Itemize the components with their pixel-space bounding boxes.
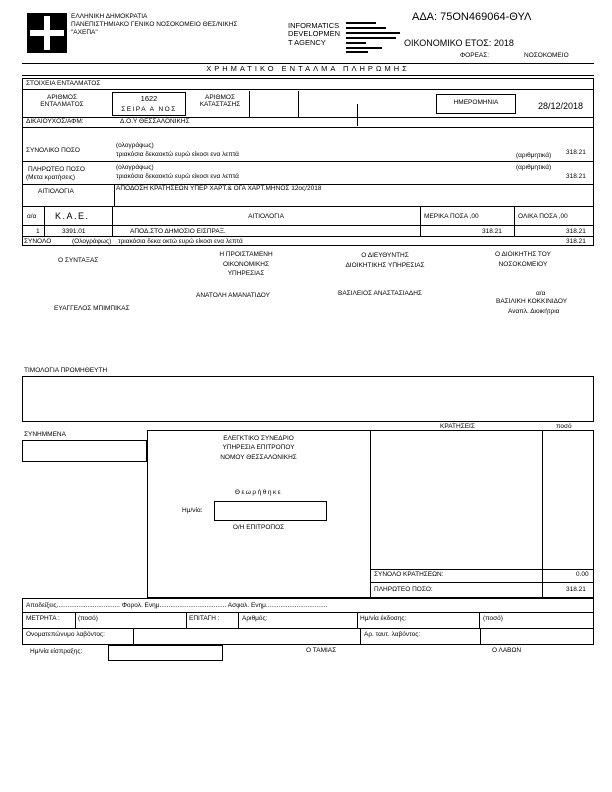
head-line1: Η ΠΡΟΙΣΤΑΜΕΝΗ	[219, 251, 273, 258]
total-amount-label: ΣΥΝΟΛΙΚΟ ΠΟΣΟ	[26, 147, 80, 154]
section-label: ΣΤΟΙΧΕΙΑ ΕΝΤΑΛΜΑΤΟΣ	[26, 80, 101, 87]
total-in-numbers-hint: (αριθμητικά)	[516, 152, 552, 159]
audit-line3: ΝΟΜΟΥ ΘΕΣΣΑΛΟΝΙΚΗΣ	[220, 454, 297, 461]
cheque-amount-hint: (ποσό)	[483, 615, 503, 622]
governor-line1: Ο ΔΙΟΙΚΗΤΗΣ ΤΟΥ	[495, 251, 551, 258]
attachments-box	[22, 440, 147, 462]
row-aa: 1	[36, 228, 40, 235]
final-payable-label: ΠΛΗΡΩΤΕΟ ΠΟΣΟ:	[374, 586, 433, 593]
audit-line2: ΥΠΗΡΕΣΙΑ ΕΠΙΤΡΟΠΟΥ	[222, 444, 295, 451]
deductions-amount-header: ποσό	[556, 423, 572, 430]
sum-words-hint: (Ολογράφως)	[72, 238, 112, 245]
stamp-line3: T AGENCY	[288, 38, 326, 47]
deductions-total: 0.00	[576, 571, 589, 578]
cash-amount-hint: (ποσό)	[78, 615, 98, 622]
director-line1: Ο ΔΙΕΥΘΥΝΤΗΣ	[361, 252, 409, 259]
attachments-label: ΣΥΝΗΜΜΕΝΑ	[24, 431, 66, 438]
receiver-label: Ο ΛΑΒΩΝ	[492, 647, 522, 654]
director-line2: ΔΙΟΙΚΗΤΙΚΗΣ ΥΠΗΡΕΣΙΑΣ	[345, 262, 425, 269]
ada-code: ΑΔΑ: 75ΟΝ469064-ΘΥΛ	[412, 11, 532, 23]
receiver-id-label: Αρ. ταυτ. λαβόντος:	[364, 631, 421, 638]
payable-in-words: τριακόσια δεκαοκτώ ευρώ είκοσι ενα λεπτά	[116, 173, 239, 180]
hospital-name: ΠΑΝΕΠΙΣΤΗΜΙΑΚΟ ΓΕΝΙΚΟ ΝΟΣΟΚΟΜΕΙΟ ΘΕΣ/ΝΙΚΗΣ	[71, 21, 238, 28]
supplier-invoices-box	[22, 376, 594, 422]
composer-label: Ο ΣΥΝΤΑΞΑΣ	[58, 257, 99, 264]
col-kae: Κ.Α.Ε.	[55, 211, 90, 221]
issue-date-label: Ημ/νία έκδοσης:	[360, 615, 407, 622]
warrant-number-label: ΑΡΙΘΜΟΣ ΕΝΤΑΛΜΑΤΟΣ	[40, 94, 84, 108]
state-name: ΕΛΛΗΝΙΚΗ ΔΗΜΟΚΡΑΤΙΑ	[71, 13, 148, 20]
digital-signature-stamp	[346, 20, 404, 54]
head-line2: ΟΙΚΟΝΟΜΙΚΗΣ	[222, 261, 270, 268]
cash-label: ΜΕΤΡΗΤΑ :	[26, 615, 60, 622]
head-name: ΑΝΑΤΟΛΗ ΑΜΑΝΑΤΙΔΟΥ	[196, 292, 270, 299]
fiscal-year: ΟΙΚΟΝΟΜΙΚΟ ΕΤΟΣ: 2018	[404, 38, 514, 48]
supplier-invoices-label: ΤΙΜΟΛΟΓΙΑ ΠΡΟΜΗΘΕΥΤΗ	[24, 367, 108, 374]
sum-words: τριακόσια δεκα οκτώ ευρώ είκοσι ενα λεπτά	[118, 238, 243, 245]
governor-line2: ΝΟΣΟΚΟΜΕΙΟΥ	[498, 261, 548, 268]
col-aa: α/α	[27, 213, 37, 220]
deductions-total-label: ΣΥΝΟΛΟ ΚΡΑΤΗΣΕΩΝ:	[374, 571, 444, 578]
stamp-line2: DEVELOPMEN	[288, 29, 341, 38]
audit-date-field[interactable]	[214, 501, 327, 521]
collect-date-field[interactable]	[108, 645, 223, 661]
catalog-number-label: ΑΡΙΘΜΟΣ ΚΑΤΑΣΤΑΣΗΣ	[199, 94, 241, 108]
governor-name: ΒΑΣΙΛΙΚΗ ΚΟΚΚΙΝΙΔΟΥ	[496, 298, 568, 305]
row-kae: 3391.01	[62, 228, 86, 235]
audit-line1: ΕΛΕΓΚΤΙΚΟ ΣΥΝΕΔΡΙΟ	[223, 435, 294, 442]
page-title: ΧΡΗΜΑΤΙΚΟ ΕΝΤΑΛΜΑ ΠΛΗΡΩΜΗΣ	[206, 64, 410, 73]
total-in-words: τριακόσια δεκαοκτώ ευρώ είκοσι ενα λεπτά	[116, 151, 239, 158]
payable-in-words-hint: (ολογράφως)	[116, 164, 154, 171]
cheque-label: ΕΠΙΤΑΓΗ :	[189, 615, 220, 622]
reason-value: ΑΠΟΔΟΣΗ ΚΡΑΤΗΣΕΩΝ ΥΠΕΡ ΧΑΡΤ.& ΟΓΑ ΧΑΡΤ.ΜΗΝΟΣ 12ος/2018	[116, 185, 322, 192]
sum-value: 318.21	[566, 238, 586, 245]
warrant-series: ΣΕΙΡΑ Α ΝΟΣ	[121, 106, 177, 113]
row-total: 318.21	[566, 228, 586, 235]
payable-amount-sub: (Μετα κρατήσεις)	[26, 174, 76, 181]
col-partial: ΜΕΡΙΚΑ ΠΟΣΑ ,00	[424, 213, 479, 220]
final-payable: 318.21	[566, 586, 586, 593]
beneficiary-label: ΔΙΚΑΙΟΥΧΟΣ/ΑΦΜ:	[26, 118, 84, 125]
receipt-line: Αποδείξεις................................... Φορολ. Ενημ..................................... Ασφαλ. Ενημ..................................	[26, 602, 328, 609]
warrant-date: 28/12/2018	[538, 101, 584, 111]
date-label: ΗΜΕΡΟΜΗΝΙΑ	[453, 99, 499, 106]
payable-amount: 318.21	[566, 173, 586, 180]
beneficiary-value: Δ.Ο.Υ ΘΕΣΣΑΛΟΝΙΚΗΣ	[120, 118, 190, 125]
deductions-header: ΚΡΑΤΗΣΕΙΣ	[440, 423, 475, 430]
reason-label: ΑΙΤΙΟΛΟΓΙΑ	[38, 188, 74, 195]
body-value: ΝΟΣΟΚΟΜΕΙΟ	[524, 52, 569, 59]
audit-checked: Θεωρήθηκε	[234, 489, 283, 496]
receiver-name-label: Ονοματεπώνυμο λαβόντος:	[26, 631, 105, 638]
director-name: ΒΑΣΙΛΕΙΟΣ ΑΝΑΣΤΑΣΙΑΔΗΣ	[338, 290, 422, 297]
cheque-number-label: Αριθμός:	[242, 615, 268, 622]
total-amount: 318.21	[566, 149, 586, 156]
body-label: ΦΟΡΕΑΣ:	[460, 52, 490, 59]
sum-label: ΣΥΝΟΛΟ	[24, 238, 52, 245]
audit-commissioner: Ο/Η ΕΠΙΤΡΟΠΟΣ	[232, 524, 285, 531]
audit-date-label: Ημ/νία:	[182, 507, 203, 514]
warrant-number: 1622	[140, 94, 158, 103]
stamp-line1: INFORMATICS	[288, 21, 340, 30]
governor-role: Αναπλ. Διοικήτρια	[508, 308, 560, 315]
hospital-short-name: "ΑΧΕΠΑ"	[71, 29, 98, 36]
payable-in-numbers-hint: (αριθμητικά)	[516, 164, 552, 171]
hospital-logo	[27, 13, 67, 53]
head-line3: ΥΠΗΡΕΣΙΑΣ	[227, 270, 265, 277]
composer-name: ΕΥΑΓΓΕΛΟΣ ΜΠΙΜΠΙΚΑΣ	[54, 305, 130, 312]
row-partial: 318.21	[482, 228, 502, 235]
row-reason: ΑΠΟΔ.ΣΤΟ ΔΗΜΟΣΙΟ ΕΙΣΠΡΑΞ.	[130, 228, 226, 235]
governor-prefix: α/α	[536, 290, 546, 297]
col-total: ΟΛΙΚΑ ΠΟΣΑ ,00	[518, 213, 568, 220]
payable-amount-label: ΠΛΗΡΩΤΕΟ ΠΟΣΟ	[28, 166, 85, 173]
collect-date-label: Ημ/νία είσπραξης:	[30, 648, 83, 655]
total-in-words-hint: (ολογράφως)	[116, 142, 154, 149]
col-reason: ΑΙΤΙΟΛΟΓΙΑ	[248, 213, 284, 220]
cross-icon	[27, 13, 67, 53]
cashier-label: Ο ΤΑΜΙΑΣ	[306, 647, 337, 654]
